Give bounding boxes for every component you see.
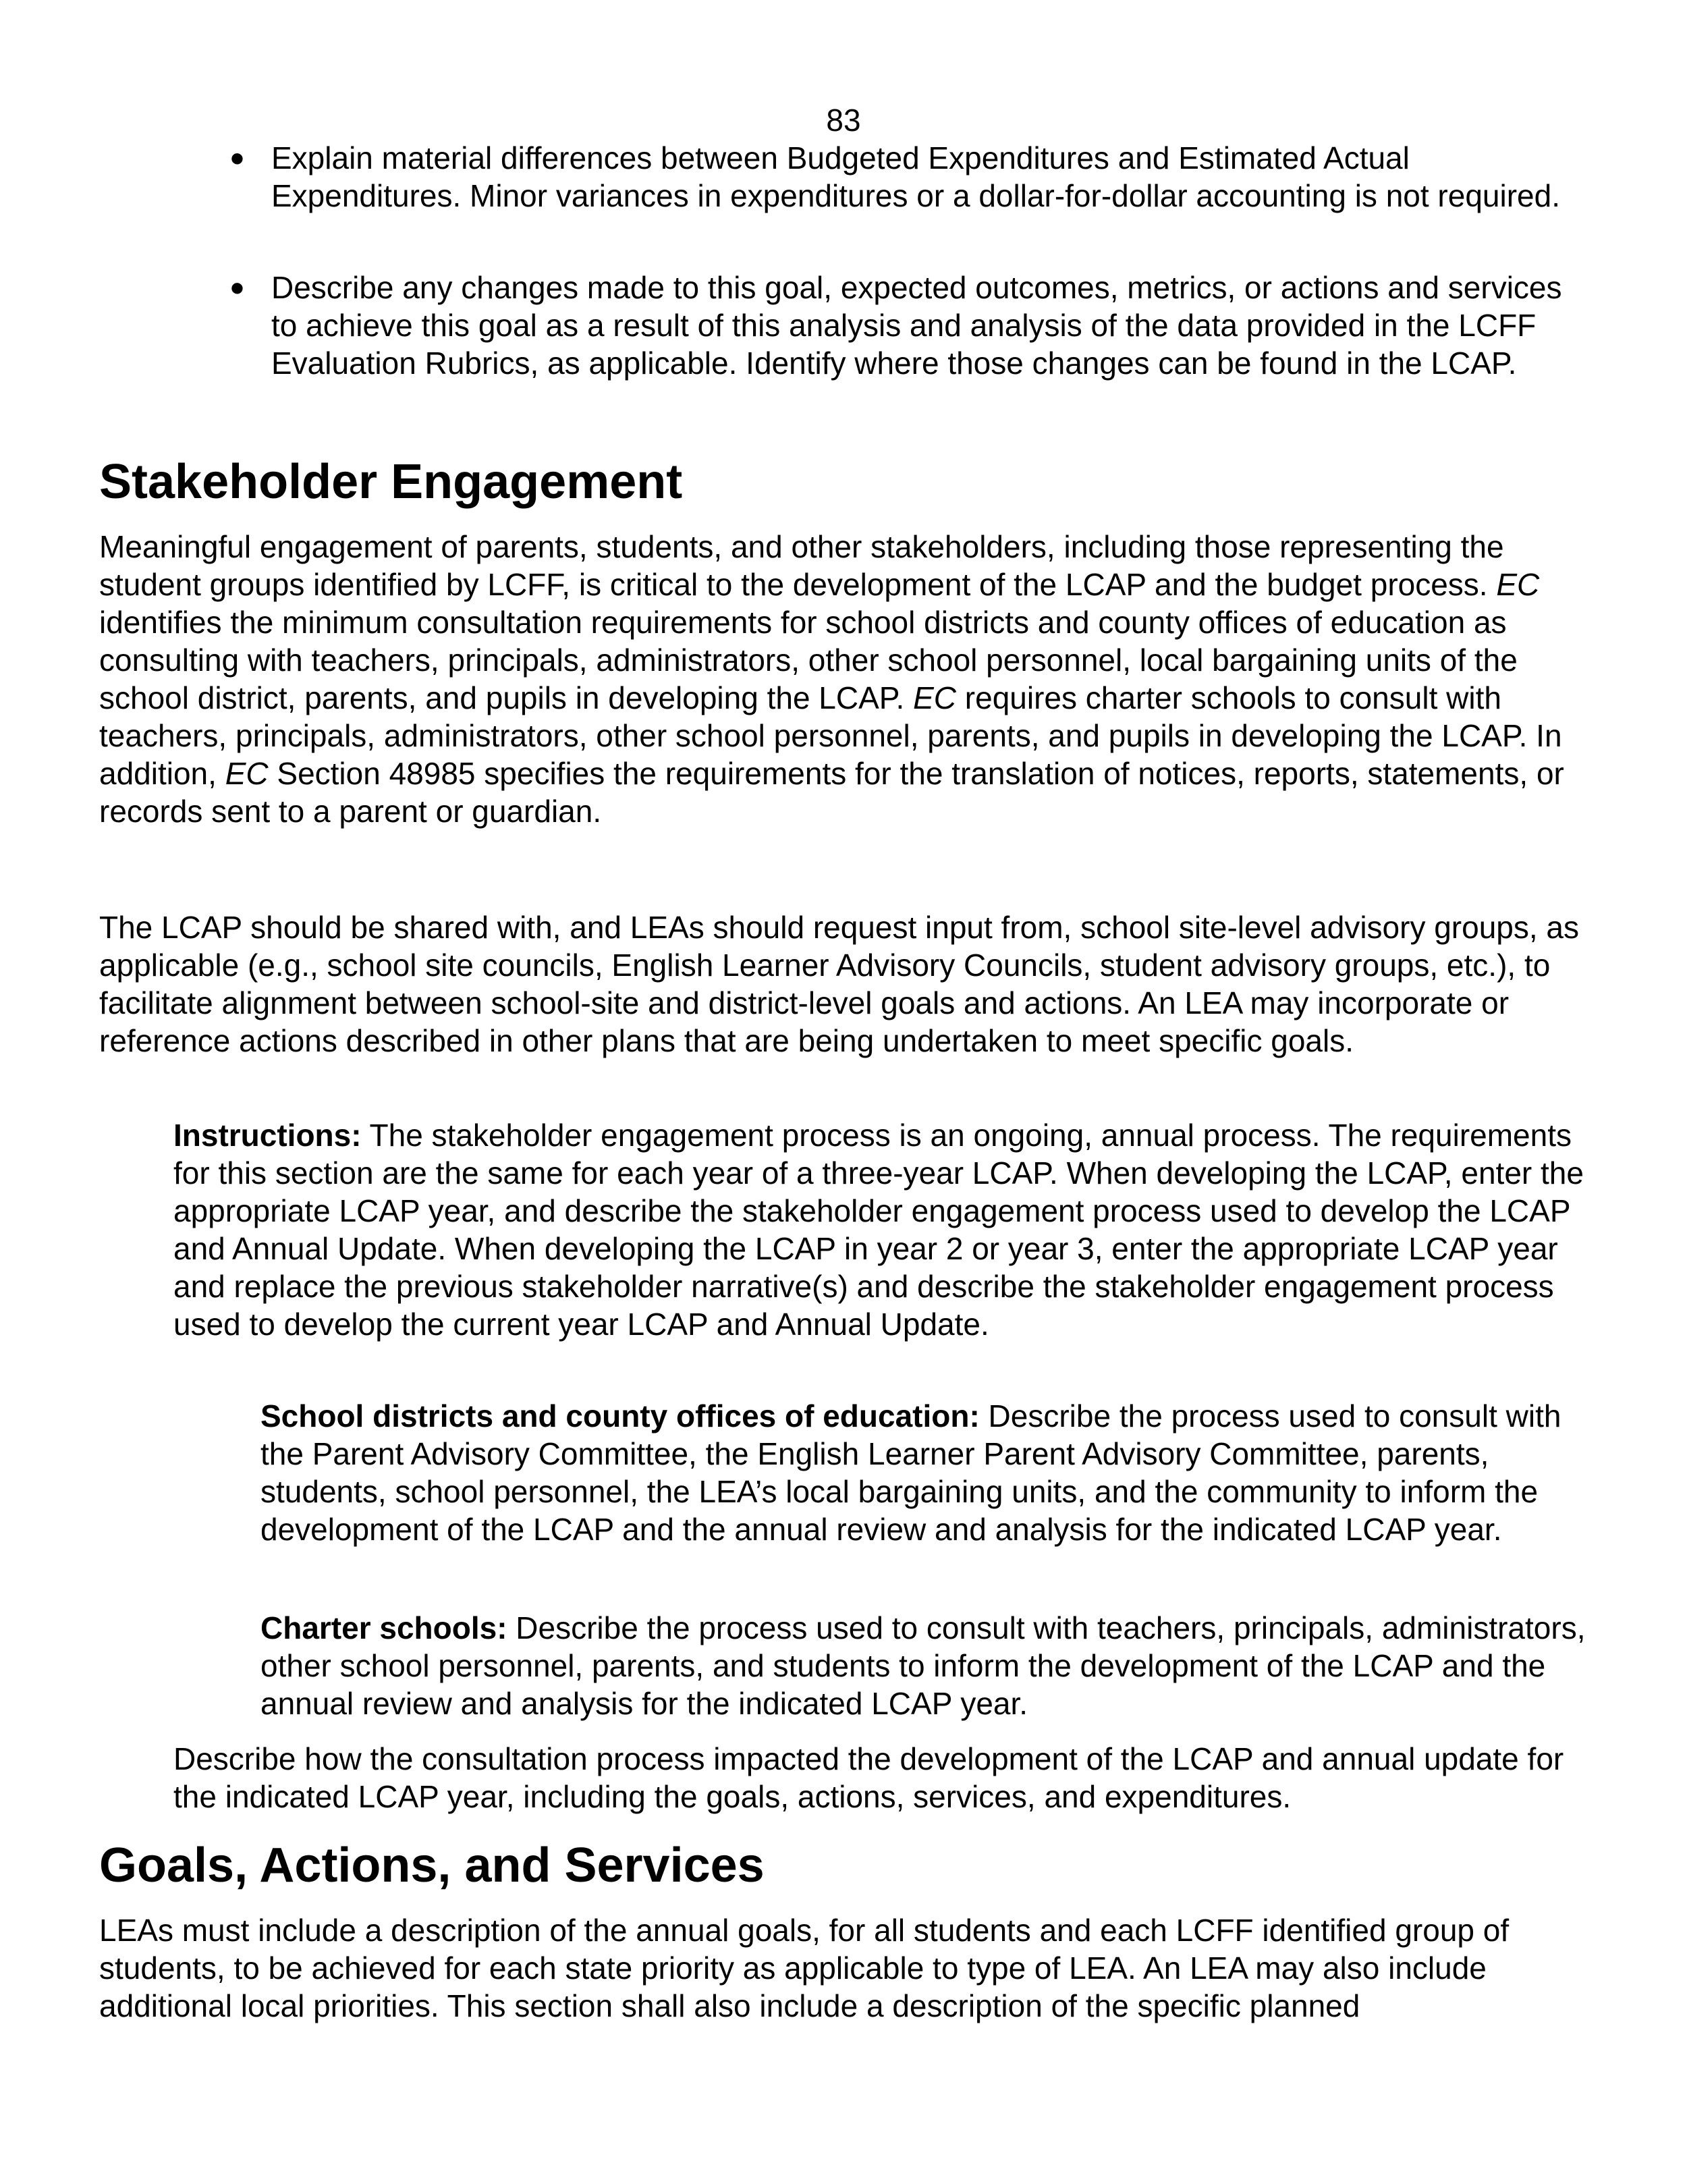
list-item <box>229 269 1593 382</box>
paragraph-consultation-impact: Describe how the consultation process impacted the development of the LCAP and annual update for the indicated LCAP year, including the goals, actions, services, and expenditures. <box>173 1741 1564 1814</box>
charter-schools-label: Charter schools: <box>260 1610 507 1645</box>
page-number: 83 <box>826 103 861 138</box>
ec-abbreviation: EC <box>1496 567 1540 602</box>
paragraph-charter-schools <box>260 1609 1600 1722</box>
paragraph-advisory-groups: The LCAP should be shared with, and LEAs should request input from, school site-level advisory groups, as applicable (e.g., school site councils, English Learner Advisory Councils, student advisory groups, etc.), to facilitate alignment between school-site and district-level goals and actions. An LEA may incorporate or reference actions described in other plans that are being undertaken to meet specific goals. <box>99 910 1580 1058</box>
instructions-label: Instructions: <box>173 1118 362 1153</box>
section-heading-goals-actions-services: Goals, Actions, and Services <box>99 1838 765 1892</box>
text-run: Meaningful engagement of parents, students, and other stakeholders, including those representing the student groups identified by LCFF, is critical to the development of the LCAP and the budget process. <box>99 529 1504 602</box>
paragraph-engagement <box>99 528 1597 830</box>
list-item <box>229 139 1593 215</box>
section-heading-stakeholder-engagement: Stakeholder Engagement <box>99 455 683 509</box>
list-item-text: Explain material differences between Budgeted Expenditures and Estimated Actual Expenditures. Minor variances in expenditures or a dollar-for-dollar accounting is not required. <box>271 140 1560 213</box>
paragraph-instructions <box>173 1116 1597 1343</box>
instructions-text: The stakeholder engagement process is an ongoing, annual process. The requirements for this section are the same for each year of a three-year LCAP. When developing the LCAP, enter the appropriate LCAP year, and describe the stakeholder engagement process used to develop the LCAP and Annual Update. When developing the LCAP in year 2 or year 3, enter the appropriate LCAP year and replace the previous stakeholder narrative(s) and describe the stakeholder engagement process used to develop the current year LCAP and Annual Update. <box>173 1118 1584 1342</box>
school-districts-text: Describe the process used to consult with the Parent Advisory Committee, the English Learner Parent Advisory Committee, parents, students, school personnel, the LEA’s local bargaining units, and the community to inform the development of the LCAP and the annual review and analysis for the indicated LCAP year. <box>260 1398 1561 1547</box>
list-item-text: Describe any changes made to this goal, expected outcomes, metrics, or actions and services to achieve this goal as a result of this analysis and analysis of the data provided in the LCFF Evaluation Rubrics, as applicable. Identify where those changes can be found in the LCAP. <box>271 270 1562 381</box>
bullet-icon: ● <box>229 273 245 302</box>
ec-abbreviation: EC <box>913 680 957 715</box>
text-run: requires charter schools to consult with teachers, principals, administrators, other school personnel, parents, and pupils in developing the LCAP. In addition, <box>99 680 1562 791</box>
paragraph-goals: LEAs must include a description of the annual goals, for all students and each LCFF identified group of students, to be achieved for each state priority as applicable to type of LEA. An LEA may also include additional local priorities. This section shall also include a description of the specific planned <box>99 1913 1510 2023</box>
ec-abbreviation: EC <box>225 756 269 791</box>
charter-schools-text: Describe the process used to consult with teachers, principals, administrators, other school personnel, parents, and students to inform the development of the LCAP and the annual review and analysis for the indicated LCAP year. <box>260 1610 1586 1721</box>
text-run: identifies the minimum consultation requirements for school districts and county offices of education as consulting with teachers, principals, administrators, other school personnel, local bargaining units of the school district, parents, and pupils in developing the LCAP. <box>99 605 1518 715</box>
bullet-icon: ● <box>229 144 245 172</box>
paragraph-school-districts <box>260 1397 1600 1548</box>
text-run: Section 48985 specifies the requirements for the translation of notices, reports, statements, or records sent to a parent or guardian. <box>99 756 1564 829</box>
school-districts-label: School districts and county offices of education: <box>260 1398 980 1434</box>
